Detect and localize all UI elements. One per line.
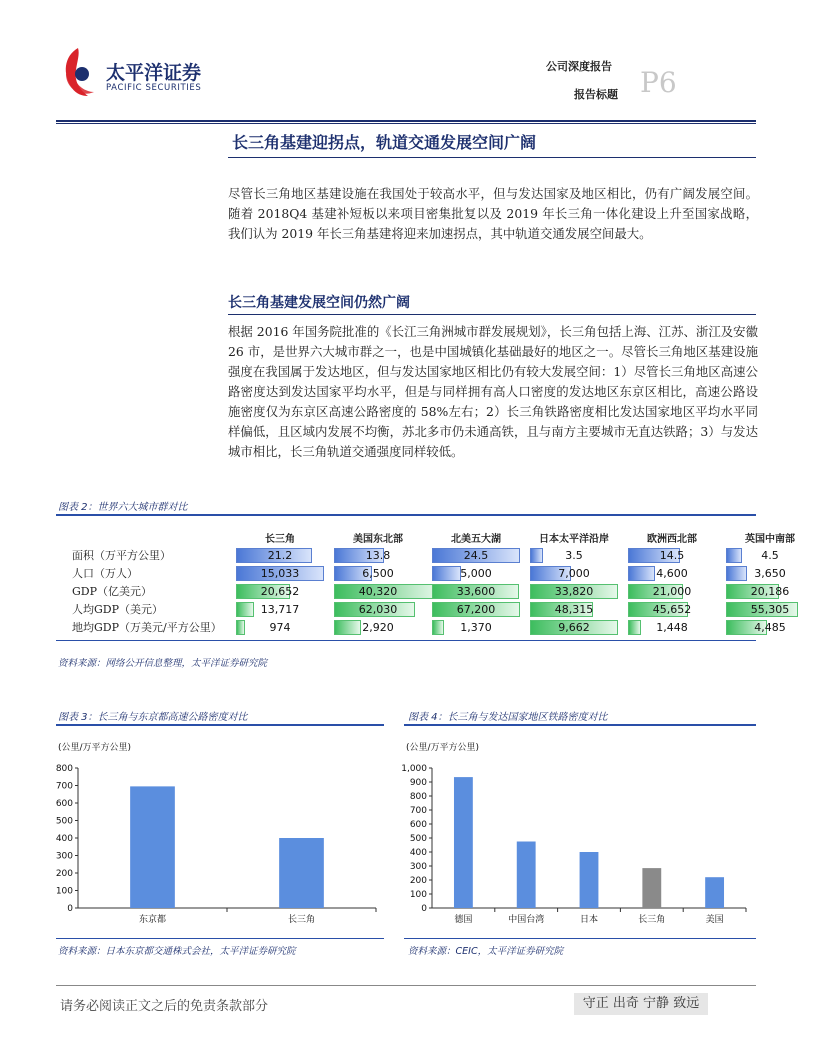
fig2-cell [326,546,424,564]
fig2-col-header: 长三角 [265,533,295,545]
fig2-rule [56,514,756,516]
fig3-bar [130,786,175,908]
fig2-cell [326,582,424,600]
fig2-cell [620,546,718,564]
fig3-ytick-label: 300 [55,851,73,862]
fig3-bar [279,838,324,908]
fig2-row-label: GDP（亿美元） [72,585,153,598]
fig4-ytick-label: 0 [421,904,427,914]
fig2-cell-value: 21.2 [267,549,293,562]
fig2-cell-value: 13,717 [260,603,300,616]
fig2-cell-value: 5,000 [460,567,492,580]
fig4-bar [517,842,536,909]
fig2-cell [326,564,424,582]
fig2-row [56,564,816,582]
footer-rule [56,985,756,986]
fig2-cell-value: 24.5 [463,549,489,562]
fig2-cell-value: 33,820 [554,585,594,598]
fig2-cell-value: 13.8 [365,549,391,562]
fig2-cell [234,582,326,600]
fig2-cell-value: 4,485 [754,621,786,634]
fig2-cell-value: 48,315 [554,603,594,616]
fig2-cell [718,564,816,582]
fig2-cell [424,618,522,636]
section-paragraph: 根据 2016 年国务院批准的《长江三角洲城市群发展规划》，长三角包括上海、江苏、浙江及安徽 26 市，是世界六大城市群之一，也是中国城镇化基础最好的地区之一。尽管长三角地区基建设施强度在我国属于发达地区，但与发达国家地区相比仍有较大发展空间：1）尽管长三角地区高速公路密度达到发达国家平均水平，但是与同样拥有高人口密度的发达地区东京区相比，高速公路设施密度仅为东京区高速公路密度的 58%左右；2）长三角铁路密度相比发达国家地区平均水平同样偏低，且区域内发展不均衡，苏北多市仍未通高铁，且与南方主要城市无直达铁路；3）与发达城市相比，长三角轨道交通强度同样较低。 [228,324,758,459]
section-title: 长三角基建发展空间仍然广阔 [228,295,410,311]
fig3-bottom-rule [56,938,384,939]
fig2-cell-value: 6,500 [362,567,394,580]
fig2-cell [424,546,522,564]
fig2-cell [620,582,718,600]
fig2-col-header: 北美五大湖 [451,533,501,545]
fig2-cell-value: 974 [269,621,291,634]
fig3-ytick-label: 600 [55,799,73,809]
company-logo [58,44,98,100]
fig2-cell [424,582,522,600]
fig4-xtick-label: 日本 [579,915,599,925]
fig2-cell [522,600,620,618]
fig2-cell [234,546,326,564]
fig3-chart [56,736,386,936]
fig2-title: 图表 2：世界六大城市群对比 [58,502,188,513]
fig2-cell [718,546,816,564]
fig2-cell-value: 33,600 [456,585,496,598]
fig4-title: 图表 4：长三角与发达国家地区铁路密度对比 [408,712,608,723]
fig4-bar [705,877,724,908]
fig4-ylabel: (公里/万平方公里) [406,743,480,753]
logo-name-en: PACIFIC SECURITIES [106,83,202,93]
fig2-cell-value: 4.5 [761,549,779,562]
fig4-ytick-label: 900 [409,778,427,788]
fig4-chart [401,736,756,936]
fig2-cell [522,564,620,582]
header-rule-thin [56,123,756,124]
fig2-cell-value: 55,305 [750,603,790,616]
fig2-row [56,600,816,618]
fig2-row-label: 人均GDP（美元） [72,603,164,616]
fig4-ytick-label: 600 [409,820,427,830]
fig2-cell-value: 4,600 [656,567,688,580]
fig2-col-header: 英国中南部 [745,533,795,545]
fig2-cell [326,618,424,636]
fig4-ytick-label: 800 [409,792,427,802]
fig2-row [56,618,816,636]
fig2-col-header: 欧洲西北部 [647,533,697,545]
fig2-cell-value: 9,662 [558,621,590,634]
fig2-cell [620,600,718,618]
fig4-xtick-label: 长三角 [638,915,666,925]
fig2-corner [56,528,234,546]
fig2-cell-value: 45,652 [652,603,692,616]
fig3-ytick-label: 200 [55,869,73,879]
fig2-cell [326,600,424,618]
fig2-row [56,582,816,600]
fig2-cell-value: 3.5 [565,549,583,562]
fig2-header-row [56,528,816,546]
fig4-ytick-label: 700 [409,806,427,816]
report-type: 公司深度报告 [546,60,612,73]
fig3-ytick-label: 700 [55,781,73,792]
fig2-cell-value: 20,652 [260,585,300,598]
fig2-cell [522,546,620,564]
fig2-cell [424,600,522,618]
fig2-col-header: 美国东北部 [353,533,403,545]
fig4-bar [454,777,473,908]
fig2-cell [234,564,326,582]
fig4-bar [642,868,661,908]
fig2-cell-value: 2,920 [362,621,394,634]
fig3-ytick-label: 800 [55,764,73,774]
fig4-bottom-rule [404,938,756,939]
fig2-cell [718,600,816,618]
fig2-cell-value: 20,186 [750,585,790,598]
fig3-title: 图表 3：长三角与东京都高速公路密度对比 [58,712,248,723]
fig2-cell [620,564,718,582]
fig2-cell [620,618,718,636]
fig2-cell-value: 14.5 [659,549,685,562]
fig4-ytick-label: 1,000 [401,764,427,774]
fig4-source: 资料来源：CEIC，太平洋证券研究院 [408,946,564,957]
fig4-xtick-label: 中国台湾 [508,915,545,925]
fig3-xtick-label: 东京都 [138,915,167,925]
fig2-cell [718,582,816,600]
header-rule [56,120,756,122]
fig2-cell-value: 15,033 [260,567,300,580]
fig2-cell-value: 62,030 [358,603,398,616]
fig2-cell [234,600,326,618]
fig2-row-label: 地均GDP（万美元/平方公里） [72,621,222,634]
footer-disclaimer: 请务必阅读正文之后的免责条款部分 [60,999,269,1014]
logo-name-cn: 太平洋证券 [106,62,202,84]
fig2-row-label: 人口（万人） [72,567,138,580]
fig2-cell [424,564,522,582]
fig2-cell [522,582,620,600]
report-label: 报告标题 [574,88,618,101]
fig2-cell-value: 67,200 [456,603,496,616]
fig3-ytick-label: 0 [67,904,73,914]
fig2-row [56,546,816,564]
fig4-ytick-label: 400 [409,848,427,858]
fig4-ytick-label: 300 [409,862,427,872]
fig2-source: 资料来源：网络公开信息整理，太平洋证券研究院 [58,658,268,669]
intro-paragraph: 尽管长三角地区基建设施在我国处于较高水平，但与发达国家及地区相比，仍有广阔发展空间。随着 2018Q4 基建补短板以来项目密集批复以及 2019 年长三角一体化建设上升至国家战略，我们认为 2019 年长三角基建将迎来加速拐点，其中轨道交通发展空间最大。 [228,186,758,241]
fig4-ytick-label: 500 [409,834,427,844]
fig4-ytick-label: 100 [409,890,427,900]
fig3-ylabel: (公里/万平方公里) [58,743,132,753]
page-number: P6 [640,66,677,99]
fig4-rule [404,724,756,726]
fig2-cell-value: 7,000 [558,567,590,580]
fig2-row-label: 面积（万平方公里） [72,549,171,562]
fig4-xtick-label: 美国 [705,915,724,925]
fig3-ytick-label: 400 [55,834,73,844]
fig3-rule [56,724,384,726]
fig2-cell [522,618,620,636]
fig2-cell-value: 40,320 [358,585,398,598]
fig2-bottom-rule [56,640,756,641]
fig4-xtick-label: 德国 [454,915,473,925]
fig3-ytick-label: 500 [55,816,73,827]
footer-motto: 守正 出奇 宁静 致远 [574,993,708,1015]
fig4-ytick-label: 200 [409,876,427,886]
fig4-bar [580,852,599,908]
page-title: 长三角基建迎拐点，轨道交通发展空间广阔 [232,133,537,152]
fig2-cell-value: 3,650 [754,567,786,580]
fig3-ytick-label: 100 [55,886,73,897]
fig2-table [56,528,816,636]
fig2-cell-value: 1,370 [460,621,492,634]
title-rule [228,157,756,158]
fig2-cell [234,618,326,636]
section-rule [228,314,756,315]
fig2-cell-value: 21,000 [652,585,692,598]
fig2-cell [718,618,816,636]
fig3-xtick-label: 长三角 [287,915,316,925]
fig3-source: 资料来源：日本东京都交通株式会社，太平洋证券研究院 [58,946,296,957]
fig2-cell-value: 1,448 [656,621,688,634]
fig2-col-header: 日本太平洋沿岸 [539,533,609,545]
